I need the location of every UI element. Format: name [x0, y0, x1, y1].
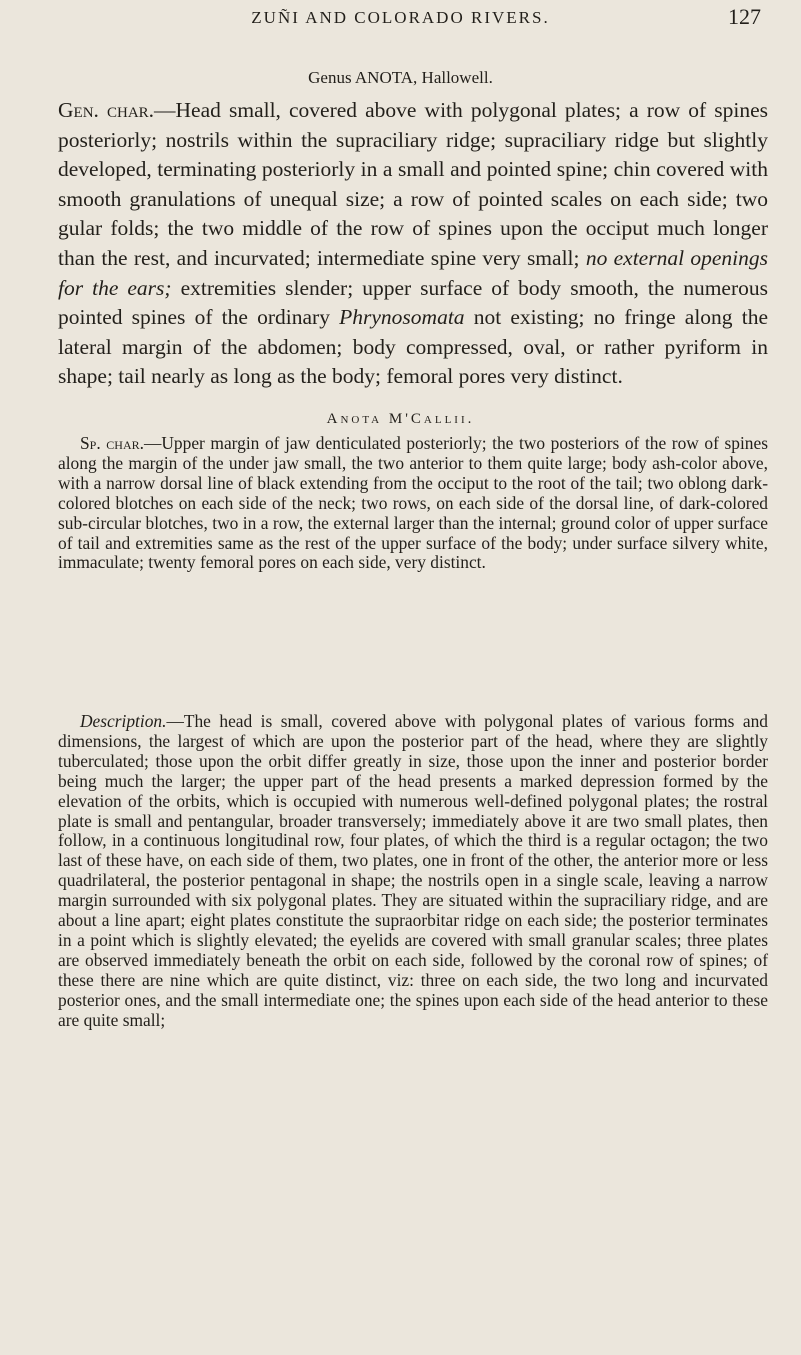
- specific-characters-paragraph: [58, 434, 768, 573]
- sp-char-text: —Upper margin of jaw denticulated posteriorly; the two posteriors of the row of spines along the margin of the under jaw small, the two anterior to them quite large; body ash-color above, with a narrow dorsal line of black extending from the occiput to the root of the tail; two oblong dark-colored blotches on each side of the neck; two rows, on each side of the dorsal line, of dark-colored sub-circular blotches, two in a row, the external larger than the internal; ground color of upper surface of tail and extremities same as the rest of the upper surface of the body; under surface silvery white, immaculate; twenty femoral pores on each side, very distinct.: [58, 433, 768, 573]
- species-heading: Anota M'Callii.: [326, 411, 475, 427]
- gen-char-text: —Head small, covered above with polygonal plates; a row of spines posteriorly; nostrils within the supraciliary ridge; supraciliary ridge but slightly developed, terminating posteriorly in a small and pointed spine; chin covered with smooth granulations of unequal size; a row of pointed scales on each side; two gular folds; the two middle of the row of spines upon the occiput much longer than the rest, and incurvated; intermediate spine very small;: [58, 98, 768, 270]
- gen-char-text-after: extremities slender; upper surface of body smooth, the numerous pointed spines of the ordinary: [58, 275, 768, 330]
- description-text: —The head is small, covered above with polygonal plates of various forms and dimensions, the largest of which are upon the posterior part of the head, where they are slightly tuberculated; those upon the orbit differ greatly in size, those upon the inner and posterior border being much the larger; the upper part of the head presents a marked depression formed by the elevation of the orbits, which is occupied with numerous well-defined polygonal plates; the rostral plate is small and pentangular, broader transversely; immediately above it are two small plates, then follow, in a continuous longitudinal row, four plates, of which the third is a regular octagon; the two last of these have, on each side of them, two plates, one in front of the other, the anterior more or less quadrilateral, the posterior pentagonal in shape; the nostrils open in a single scale, leaving a narrow margin surrounded with six polygonal plates. They are situated within the supraciliary ridge, and are about a line apart; eight plates constitute the supraorbitar ridge on each side; the posterior terminates in a point which is slightly elevated; the eyelids are covered with small granular scales; three plates are observed immediately beneath the orbit on each side, followed by the coronal row of spines; of these there are nine which are quite distinct, viz: three on each side, the two long and incurvated posterior ones, and the small intermediate one; the spines upon each side of the head anterior to these are quite small;: [58, 711, 768, 1030]
- page-number: 127: [728, 4, 761, 29]
- gen-char-emphasis: no external openings for the ears;: [58, 245, 769, 300]
- sp-char-label: Sp. char.: [80, 433, 144, 453]
- gen-char-label: Gen. char.: [58, 98, 155, 122]
- description-paragraph: [58, 712, 768, 1031]
- gen-char-text-end: not existing; no fringe along the lateral margin of the abdomen; body compressed, oval, or rather pyriform in shape; tail nearly as long as the body; femoral pores very distinct.: [58, 305, 768, 389]
- running-title: ZUÑI AND COLORADO RIVERS.: [251, 8, 550, 27]
- genus-heading: Genus ANOTA, Hallowell.: [308, 68, 493, 87]
- running-head: [0, 2, 801, 32]
- description-label: Description.: [80, 711, 167, 731]
- generic-characters-paragraph: [58, 96, 768, 392]
- genus-reference: Phrynosomata: [339, 305, 465, 330]
